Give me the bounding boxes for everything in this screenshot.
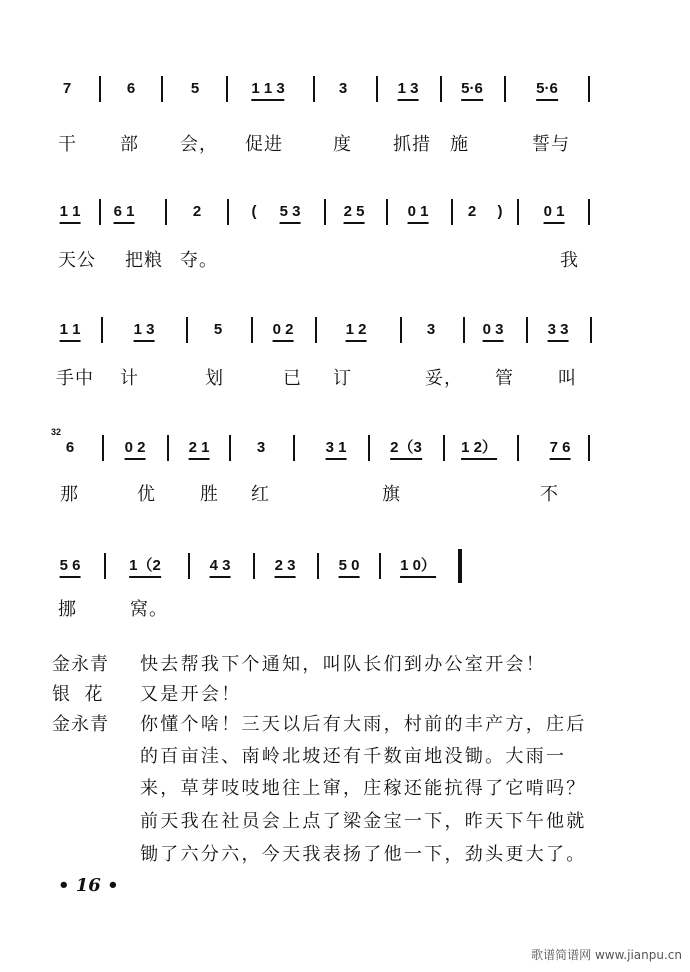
note: 1 1 bbox=[60, 321, 81, 342]
note: 2 1 bbox=[189, 439, 210, 460]
bar-line bbox=[227, 199, 229, 225]
bar-line bbox=[226, 76, 228, 102]
note: 4 3 bbox=[210, 557, 231, 578]
bar-line bbox=[443, 435, 445, 461]
note: 2 3 bbox=[275, 557, 296, 578]
note: 1 2） bbox=[461, 439, 497, 460]
bar-line bbox=[165, 199, 167, 225]
note: 6 bbox=[126, 80, 136, 97]
bar-line bbox=[588, 435, 590, 461]
lyric: 手中 bbox=[56, 368, 94, 389]
lyric: 已 bbox=[283, 368, 302, 389]
lyric: 订 bbox=[333, 368, 352, 389]
bar-line bbox=[101, 317, 103, 343]
note: 0 3 bbox=[483, 321, 504, 342]
dialogue-line: 快去帮我下个通知，叫队长们到办公室开会！ bbox=[140, 654, 546, 675]
bar-line bbox=[293, 435, 295, 461]
lyric: 划 bbox=[205, 368, 224, 389]
bar-line bbox=[590, 317, 592, 343]
note: 2 bbox=[192, 203, 202, 220]
bar-line bbox=[463, 317, 465, 343]
note: 5·6 bbox=[461, 80, 483, 101]
note: 7 bbox=[62, 80, 72, 97]
bar-line bbox=[102, 435, 104, 461]
note: 2 bbox=[467, 203, 477, 220]
note: 1（2 bbox=[129, 557, 161, 578]
dialogue-line: 锄了六分六，今天我表扬了他一下，劲头更大了。 bbox=[140, 844, 587, 865]
note: 3 3 bbox=[548, 321, 569, 342]
bar-line bbox=[368, 435, 370, 461]
bar-line bbox=[251, 317, 253, 343]
note: 1 2 bbox=[346, 321, 367, 342]
grace-note: 32 bbox=[50, 427, 62, 437]
note: 1 0） bbox=[400, 557, 436, 578]
dialogue-line: 来，草芽吱吱地往上窜，庄稼还能抗得了它啃吗？ bbox=[140, 778, 587, 799]
note: 0 1 bbox=[408, 203, 429, 224]
bar-line bbox=[504, 76, 506, 102]
note: 3 bbox=[426, 321, 436, 338]
speaker-name: 金永青 bbox=[52, 714, 109, 735]
bar-line bbox=[451, 199, 453, 225]
note: 0 2 bbox=[273, 321, 294, 342]
note: 0 2 bbox=[125, 439, 146, 460]
lyric: 挪 bbox=[58, 599, 77, 620]
bar-line bbox=[253, 553, 255, 579]
note: 0 1 bbox=[544, 203, 565, 224]
lyric: 我 bbox=[560, 250, 579, 271]
dialogue-line: 又是开会！ bbox=[140, 684, 242, 705]
lyric: 施 bbox=[450, 134, 469, 155]
lyric: 部 bbox=[120, 134, 139, 155]
note: 6 1 bbox=[114, 203, 135, 224]
lyric: 干 bbox=[58, 134, 77, 155]
note: ( bbox=[251, 203, 257, 220]
bar-line bbox=[517, 435, 519, 461]
bar-line bbox=[161, 76, 163, 102]
bar-line bbox=[229, 435, 231, 461]
lyric: 会， bbox=[180, 134, 218, 155]
note: 3 bbox=[338, 80, 348, 97]
bar-line bbox=[313, 76, 315, 102]
lyric: 夺。 bbox=[180, 250, 218, 271]
note: 7 6 bbox=[550, 439, 571, 460]
note: 5 3 bbox=[280, 203, 301, 224]
final-bar-line bbox=[458, 549, 462, 583]
note: 1 3 bbox=[134, 321, 155, 342]
note: 5 6 bbox=[60, 557, 81, 578]
lyric: 旗 bbox=[382, 484, 401, 505]
page-number: • 16 • bbox=[58, 875, 119, 896]
lyric: 抓措 bbox=[393, 134, 431, 155]
lyric: 把粮 bbox=[125, 250, 163, 271]
note: 2 5 bbox=[344, 203, 365, 224]
note: 3 1 bbox=[326, 439, 347, 460]
note: 5 bbox=[190, 80, 200, 97]
lyric: 窝。 bbox=[130, 599, 168, 620]
bar-line bbox=[379, 553, 381, 579]
lyric: 誓与 bbox=[532, 134, 570, 155]
note: 3 bbox=[256, 439, 266, 456]
note: ) bbox=[497, 203, 503, 220]
note: 1 1 3 bbox=[251, 80, 284, 101]
lyric: 胜 bbox=[200, 484, 219, 505]
lyric: 计 bbox=[120, 368, 139, 389]
dialogue-line: 你懂个啥！三天以后有大雨，村前的丰产方，庄后 bbox=[140, 714, 587, 735]
bar-line bbox=[99, 76, 101, 102]
lyric: 红 bbox=[251, 484, 270, 505]
bar-line bbox=[386, 199, 388, 225]
lyric: 优 bbox=[137, 484, 156, 505]
dialogue-line: 前天我在社员会上点了梁金宝一下，昨天下午他就 bbox=[140, 811, 587, 832]
bar-line bbox=[324, 199, 326, 225]
note: 5 0 bbox=[339, 557, 360, 578]
bar-line bbox=[588, 76, 590, 102]
note: 6 bbox=[65, 439, 75, 456]
bar-line bbox=[526, 317, 528, 343]
bar-line bbox=[317, 553, 319, 579]
speaker-name: 金永青 bbox=[52, 654, 109, 675]
bar-line bbox=[186, 317, 188, 343]
lyric: 促进 bbox=[245, 134, 283, 155]
watermark: 歌谱简谱网 www.jianpu.cn bbox=[531, 948, 682, 962]
lyric: 度 bbox=[333, 134, 352, 155]
bar-line bbox=[315, 317, 317, 343]
bar-line bbox=[440, 76, 442, 102]
lyric: 妥， bbox=[425, 368, 463, 389]
lyric: 天公 bbox=[58, 250, 96, 271]
bar-line bbox=[188, 553, 190, 579]
lyric: 不 bbox=[540, 484, 559, 505]
bar-line bbox=[167, 435, 169, 461]
bar-line bbox=[588, 199, 590, 225]
bar-line bbox=[104, 553, 106, 579]
bar-line bbox=[376, 76, 378, 102]
speaker-name: 银 花 bbox=[52, 684, 104, 705]
lyric: 叫 bbox=[558, 368, 577, 389]
dialogue-line: 的百亩洼、南岭北坡还有千数亩地没锄。大雨一 bbox=[140, 746, 567, 767]
lyric: 那 bbox=[60, 484, 79, 505]
note: 5·6 bbox=[536, 80, 558, 101]
note: 1 3 bbox=[398, 80, 419, 101]
bar-line bbox=[400, 317, 402, 343]
note: 2（3 bbox=[390, 439, 422, 460]
note: 1 1 bbox=[60, 203, 81, 224]
note: 5 bbox=[213, 321, 223, 338]
lyric: 管 bbox=[495, 368, 514, 389]
bar-line bbox=[99, 199, 101, 225]
bar-line bbox=[517, 199, 519, 225]
